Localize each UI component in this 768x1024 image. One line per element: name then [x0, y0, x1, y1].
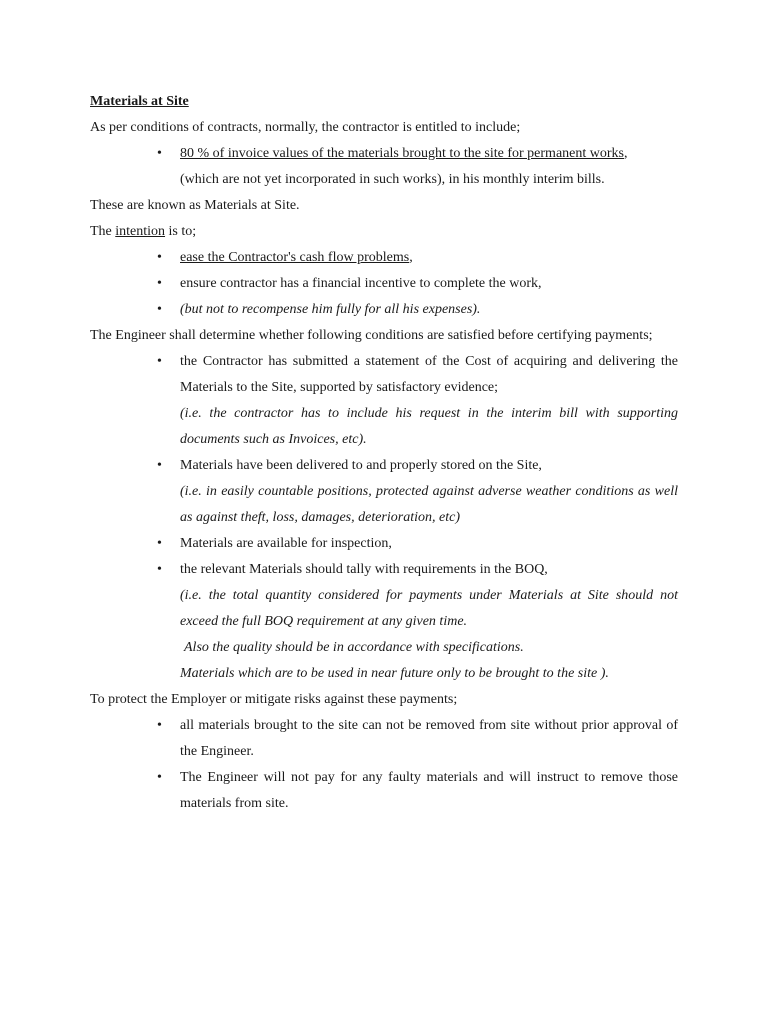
document-page [90, 89, 678, 817]
condition-note-future: Materials which are to be used in near future only to be brought to the site ). [180, 666, 609, 681]
list-item [90, 531, 678, 557]
entitlement-comma: , [624, 146, 628, 161]
condition-note-quality: Also the quality should be in accordance with specifications. [184, 640, 524, 655]
condition-note: (i.e. the total quantity considered for payments under Materials at Site should not exceed the full BOQ requirement at any given time. [180, 588, 678, 629]
engineer-paragraph: The Engineer shall determine whether following conditions are satisfied before certifying payments; [90, 328, 653, 343]
condition-text: Materials are available for inspection, [180, 536, 392, 551]
known-as-paragraph: These are known as Materials at Site. [90, 198, 300, 213]
section-heading: Materials at Site [90, 94, 189, 109]
list-item [90, 713, 678, 765]
list-item [90, 297, 678, 323]
list-item [90, 271, 678, 297]
intention-word: intention [115, 224, 166, 239]
intention-item-underlined: ease the Contractor's cash flow problems [180, 250, 410, 265]
bullet-icon: • [157, 536, 162, 551]
condition-note: (i.e. in easily countable positions, protected against adverse weather conditions as well as against theft, loss, damages, deterioration, etc) [180, 484, 678, 525]
intention-item-italic: (but not to recompense him fully for all his expenses). [180, 302, 481, 317]
list-item [90, 765, 678, 817]
bullet-icon: • [157, 458, 162, 473]
protect-paragraph: To protect the Employer or mitigate risks against these payments; [90, 692, 458, 707]
condition-note: (i.e. the contractor has to include his request in the interim bill with supporting documents such as Invoices, etc). [180, 406, 678, 447]
bullet-icon: • [157, 276, 162, 291]
bullet-icon: • [157, 146, 162, 161]
list-item [90, 557, 678, 687]
intention-suffix: is to; [165, 224, 197, 239]
bullet-icon: • [157, 562, 162, 577]
bullet-icon: • [157, 354, 162, 369]
intention-item-text: ensure contractor has a financial incentive to complete the work, [180, 276, 542, 291]
list-item [90, 349, 678, 453]
intention-list [90, 245, 678, 323]
condition-text: the Contractor has submitted a statement of the Cost of acquiring and delivering the Materials to the Site, supported by satisfactory evidence; [180, 354, 678, 395]
protect-list [90, 713, 678, 817]
entitlement-list [90, 141, 678, 193]
protect-item-text: all materials brought to the site can not be removed from site without prior approval of the Engineer. [180, 718, 678, 759]
entitlement-underlined: 80 % of invoice values of the materials brought to the site for permanent works [180, 146, 624, 161]
intention-item-text: , [409, 250, 413, 265]
intention-prefix: The [90, 224, 116, 239]
bullet-icon: • [157, 302, 162, 317]
protect-item-text: The Engineer will not pay for any faulty materials and will instruct to remove those materials from site. [180, 770, 678, 811]
intention-paragraph [90, 219, 678, 245]
list-item [90, 245, 678, 271]
conditions-list [90, 349, 678, 687]
list-item [90, 453, 678, 531]
bullet-icon: • [157, 770, 162, 785]
list-item [90, 141, 678, 193]
intro-paragraph: As per conditions of contracts, normally, the contractor is entitled to include; [90, 120, 521, 135]
condition-text: the relevant Materials should tally with requirements in the BOQ, [180, 562, 548, 577]
condition-text: Materials have been delivered to and properly stored on the Site, [180, 458, 542, 473]
entitlement-continuation: (which are not yet incorporated in such works), in his monthly interim bills. [180, 172, 605, 187]
bullet-icon: • [157, 250, 162, 265]
bullet-icon: • [157, 718, 162, 733]
